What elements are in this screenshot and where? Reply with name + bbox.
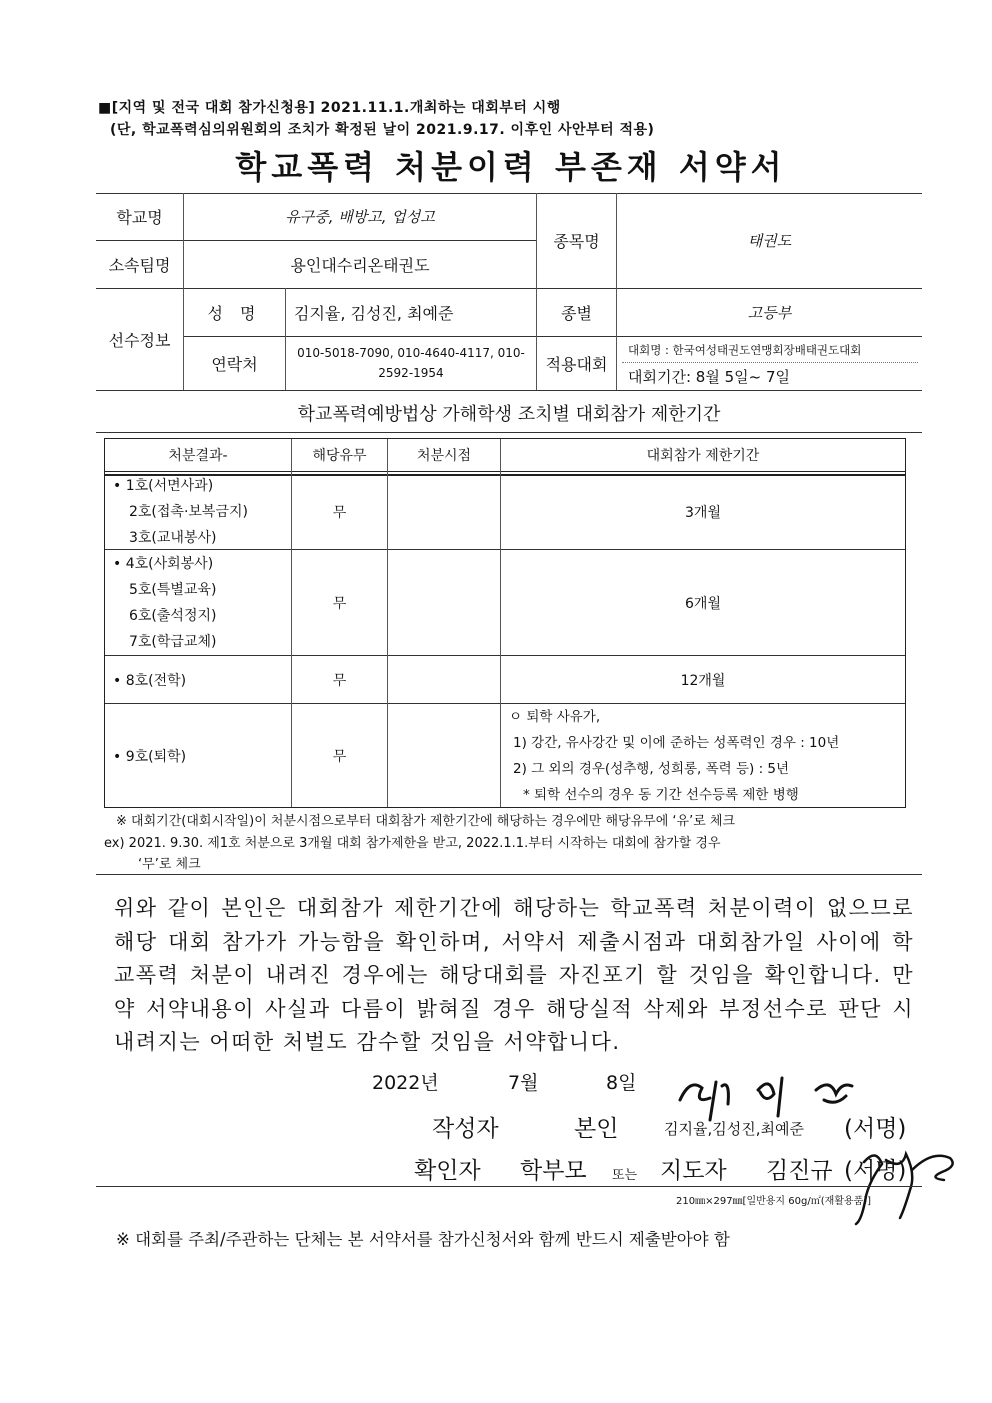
note-2: ex) 2021. 9.30. 제1호 처분으로 3개월 대회 참가제한을 받고, 2022.1.1.부터 시작하는 대회에 참가할 경우 [104, 836, 721, 851]
list-item: 6호(출석정지) [129, 607, 217, 624]
writer-signature-icon [670, 1060, 870, 1130]
pledge-paragraph: 위와 같이 본인은 대회참가 제한기간에 해당하는 학교폭력 처분이력이 없으므로 해당 대회 참가가 가능함을 확인하며, 서약서 제출시점과 대회참가일 사이에 학교폭력 처분이 내려진 경우에는 해당대회를 자진포기 할 것임을 확인합니다. 만약 서약내용이 사실과 다름이 밝혀질 경우 해당실적 삭제와 부정선수로 판단 시 내려지는 어떠한 처벌도 감수할 것임을 서약합니다. [114, 896, 914, 1054]
row-2-applicable: 무 [332, 595, 347, 612]
row-3-date [388, 656, 500, 703]
table-row-3-items [113, 656, 291, 703]
col-header-period: 대회참가 제한기간 [646, 448, 760, 464]
list-item: 3호(교내봉사) [129, 530, 217, 546]
date-month: 7월 [508, 1072, 539, 1094]
list-item: • 1호(서면사과) [113, 478, 214, 494]
note-3: ‘무’로 체크 [138, 857, 201, 872]
school-label: 학교명 [116, 208, 163, 227]
confirmer-sign-label: (서명) [844, 1158, 907, 1184]
page-title: 학교폭력 처분이력 부존재 서약서 [235, 148, 787, 186]
row-2-date [388, 550, 500, 655]
notice-line-1: ■[지역 및 전국 대회 참가신청용] 2021.11.1.개최하는 대회부터 시행 [98, 100, 561, 116]
school-value: 유구중, 배방고, 업성고 [285, 208, 435, 226]
col-header-applicable: 해당유무 [312, 448, 367, 464]
writer-sign-label: (서명) [844, 1116, 907, 1142]
note-1: ※ 대회기간(대회시작일)이 처분시점으로부터 대회참가 제한기간에 해당하는 경우에만 해당유무에 ‘유’로 체크 [116, 814, 736, 829]
row-3-period: 12개월 [680, 672, 726, 689]
writer-label: 작성자 [432, 1116, 499, 1142]
sport-value: 태권도 [747, 232, 792, 250]
category-value: 고등부 [747, 303, 792, 322]
list-item: • 4호(사회봉사) [113, 555, 214, 572]
row-1-date [388, 475, 500, 549]
list-item: 2호(접촉·보복금지) [129, 504, 248, 520]
list-item: • 8호(전학) [113, 672, 187, 689]
period-line: * 퇴학 선수의 경우 동 기간 선수등록 제한 병행 [523, 786, 799, 803]
contact-value: 010-5018-7090, 010-4640-4117, 010-2592-1954 [297, 346, 525, 380]
period-line: 1) 강간, 유사강간 및 이에 준하는 성폭력인 경우 : 10년 [513, 734, 840, 751]
writer-names: 김지율,김성진,최예준 [664, 1120, 804, 1138]
notice-line-2: (단, 학교폭력심의위원회의 조치가 확정된 날이 2021.9.17. 이후인 사안부터 적용) [110, 122, 655, 138]
paper-spec: 210㎜×297㎜[일반용지 60g/㎡(재활용품)] [676, 1196, 872, 1207]
event-label: 적용대회 [545, 354, 608, 374]
table-row-1-items [113, 475, 291, 549]
date-year: 2022년 [372, 1072, 439, 1094]
event-period: 대회기간: 8월 5일~ 7일 [628, 367, 790, 386]
confirmer-name: 김진규 [766, 1158, 833, 1184]
list-item: 7호(학급교체) [129, 633, 217, 650]
event-name: 대회명 : 한국여성태권도연맹회장배태권도대회 [628, 343, 862, 357]
contact-label: 연락처 [211, 354, 258, 374]
restriction-table [104, 438, 906, 808]
period-line: ㅇ 퇴학 사유가, [509, 708, 601, 725]
row-4-period [509, 704, 905, 807]
sport-label: 종목명 [553, 232, 600, 251]
team-value: 용인대수리온태권도 [290, 255, 430, 275]
row-4-applicable: 무 [332, 748, 347, 765]
confirmer-role: 학부모 [520, 1158, 587, 1184]
final-note: ※ 대회를 주최/주관하는 단체는 본 서약서를 참가신청서와 함께 반드시 제출받아야 함 [116, 1230, 730, 1249]
row-1-period: 3개월 [685, 505, 721, 521]
name-value: 김지율, 김성진, 최예준 [294, 303, 454, 323]
confirmer-role-2: 지도자 [660, 1158, 727, 1184]
period-line: 2) 그 외의 경우(성추행, 성희롱, 폭력 등) : 5년 [513, 760, 790, 777]
col-header-date: 처분시점 [416, 448, 472, 464]
row-4-date [388, 704, 500, 807]
confirmer-label: 확인자 [414, 1158, 481, 1184]
list-item: 5호(특별교육) [129, 581, 217, 598]
restriction-heading: 학교폭력예방법상 가해학생 조치별 대회참가 제한기간 [297, 404, 721, 425]
table-row-4-items [113, 704, 291, 807]
writer-role: 본인 [574, 1116, 619, 1142]
confirmer-or: 또는 [612, 1168, 638, 1183]
table-row-2-items [113, 550, 291, 655]
date-day: 8일 [606, 1072, 637, 1094]
name-label: 성 명 [207, 303, 262, 323]
list-item: • 9호(퇴학) [113, 748, 187, 765]
player-info-label: 선수정보 [108, 330, 171, 350]
team-label: 소속팀명 [108, 255, 171, 275]
row-2-period: 6개월 [685, 595, 721, 612]
row-3-applicable: 무 [332, 672, 347, 689]
category-label: 종별 [561, 303, 592, 323]
col-header-result: 처분결과- [168, 448, 228, 464]
row-1-applicable: 무 [332, 505, 347, 521]
confirmer-signature-icon [846, 1140, 966, 1230]
